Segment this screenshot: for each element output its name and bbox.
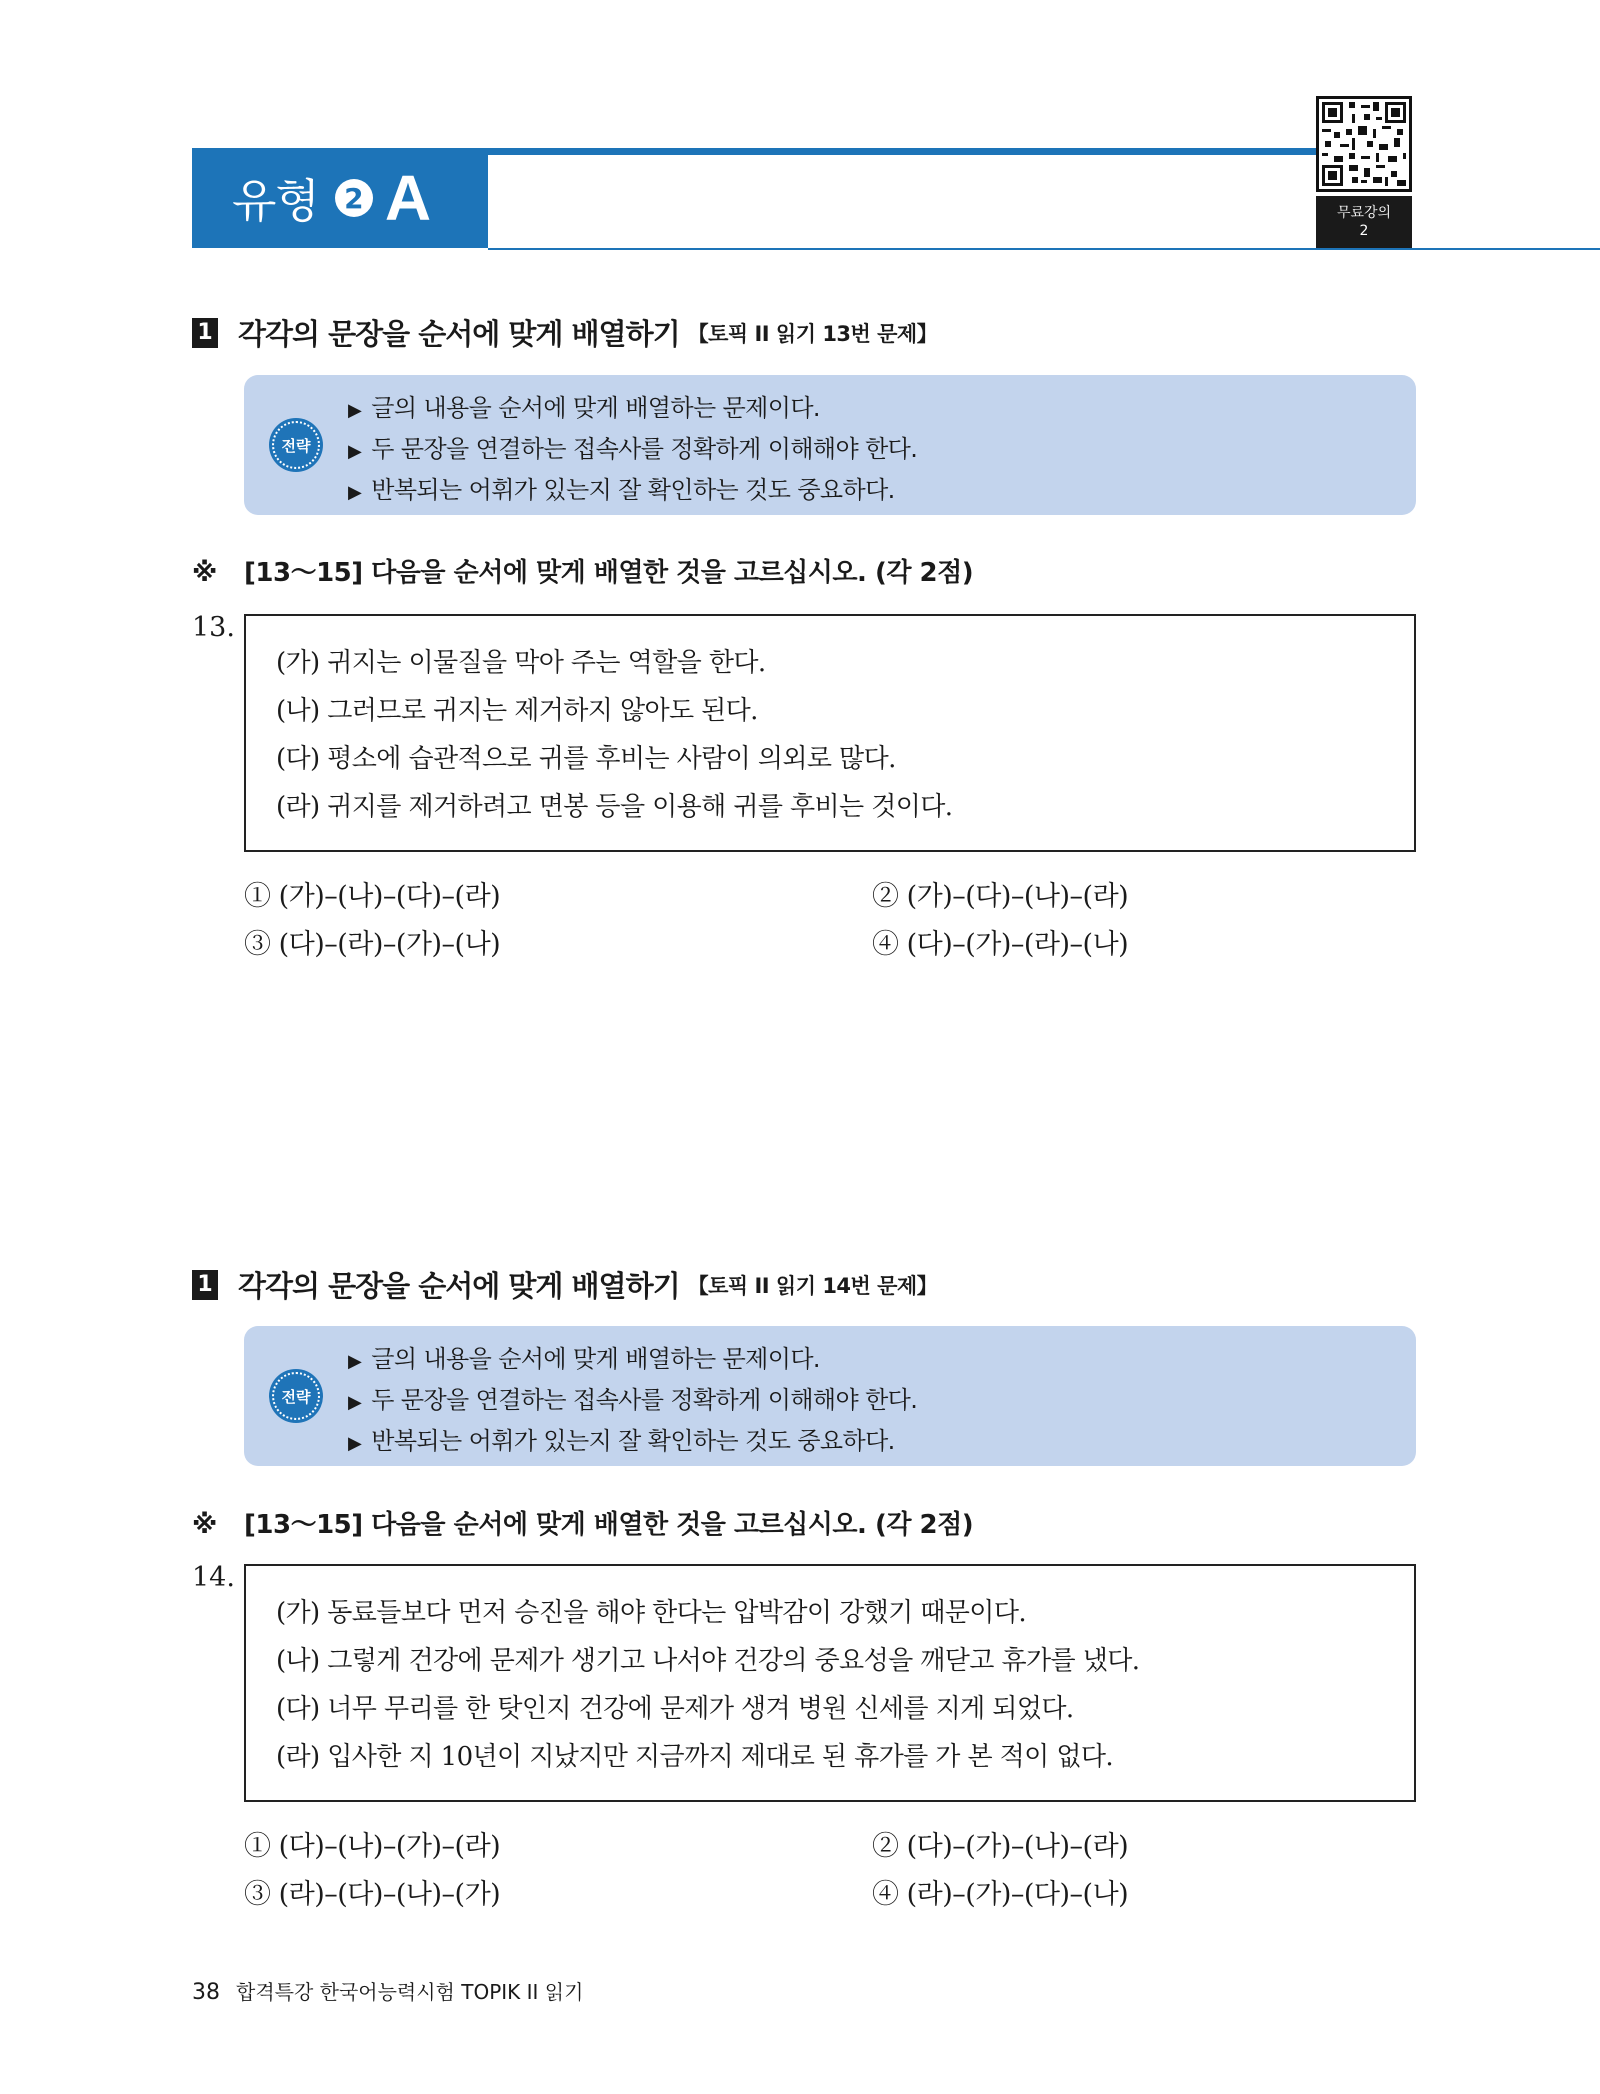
type-number-badge: 2 — [335, 179, 373, 217]
triangle-right-icon: ▶ — [348, 482, 362, 503]
type-letter: A — [384, 162, 432, 234]
sentence: (가) 귀지는 이물질을 막아 주는 역할을 한다. — [276, 648, 766, 678]
type-prefix: 유형 — [232, 175, 319, 227]
sentence: (가) 동료들보다 먼저 승진을 해야 한다는 압박감이 강했기 때문이다. — [276, 1598, 1027, 1628]
section-subtitle: 【토픽 II 읽기 13번 문제】 — [687, 321, 938, 346]
strategy-item — [348, 471, 917, 512]
section-number: 1 — [192, 318, 218, 348]
instruction-text: [13～15] 다음을 순서에 맞게 배열한 것을 고르십시오. (각 2점) — [244, 1510, 974, 1540]
triangle-right-icon: ▶ — [348, 1351, 362, 1372]
page-footer — [192, 1976, 583, 2005]
section-number: 1 — [192, 1270, 218, 1300]
answer-option-1[interactable]: ① (다)–(나)–(가)–(라) — [244, 1831, 501, 1862]
section-heading — [192, 1264, 937, 1305]
type-label — [192, 148, 488, 248]
triangle-right-icon: ▶ — [348, 1433, 362, 1454]
strategy-box — [244, 1326, 1416, 1466]
sentence: (다) 평소에 습관적으로 귀를 후비는 사람이 의외로 많다. — [276, 744, 896, 774]
section-heading — [192, 312, 937, 353]
strategy-item — [348, 1422, 917, 1463]
question-number: 14. — [192, 1562, 235, 1593]
reference-mark: ※ — [192, 1510, 217, 1540]
answer-option-2[interactable]: ② (가)–(다)–(나)–(라) — [872, 881, 1129, 912]
instruction-text: [13～15] 다음을 순서에 맞게 배열한 것을 고르십시오. (각 2점) — [244, 558, 974, 588]
sentence: (나) 그러므로 귀지는 제거하지 않아도 된다. — [276, 696, 758, 726]
question-instruction — [192, 1504, 973, 1541]
strategy-item — [348, 430, 917, 471]
triangle-right-icon: ▶ — [348, 400, 362, 421]
book-title: 합격특강 한국어능력시험 TOPIK II 읽기 — [236, 1980, 584, 2004]
strategy-item — [348, 389, 917, 430]
page-number: 38 — [192, 1980, 220, 2005]
strategy-text: 글의 내용을 순서에 맞게 배열하는 문제이다. — [371, 394, 820, 422]
strategy-text: 반복되는 어휘가 있는지 잘 확인하는 것도 중요하다. — [371, 1427, 895, 1455]
free-lecture-text: 무료강의 — [1336, 205, 1392, 221]
strategy-text: 두 문장을 연결하는 접속사를 정확하게 이해해야 한다. — [371, 1386, 918, 1414]
answer-option-1[interactable]: ① (가)–(나)–(다)–(라) — [244, 881, 501, 912]
sentence: (라) 입사한 지 10년이 지났지만 지금까지 제대로 된 휴가를 가 본 적이 없다. — [276, 1742, 1114, 1772]
triangle-right-icon: ▶ — [348, 441, 362, 462]
qr-code-icon[interactable] — [1316, 96, 1412, 192]
answer-option-3[interactable]: ③ (다)–(라)–(가)–(나) — [244, 929, 501, 960]
strategy-list — [348, 389, 917, 512]
question-box — [244, 614, 1416, 852]
sentence: (나) 그렇게 건강에 문제가 생기고 나서야 건강의 중요성을 깨닫고 휴가를 냈다. — [276, 1646, 1140, 1676]
question-box — [244, 1564, 1416, 1802]
header-bottom-line — [488, 248, 1600, 250]
reference-mark: ※ — [192, 558, 217, 588]
answer-option-2[interactable]: ② (다)–(가)–(나)–(라) — [872, 1831, 1129, 1862]
strategy-text: 글의 내용을 순서에 맞게 배열하는 문제이다. — [371, 1345, 820, 1373]
answer-option-4[interactable]: ④ (다)–(가)–(라)–(나) — [872, 929, 1129, 960]
answer-option-4[interactable]: ④ (라)–(가)–(다)–(나) — [872, 1879, 1129, 1910]
free-lecture-label — [1316, 196, 1412, 248]
sentence: (다) 너무 무리를 한 탓인지 건강에 문제가 생겨 병원 신세를 지게 되었다. — [276, 1694, 1074, 1724]
question-instruction — [192, 552, 973, 589]
strategy-item — [348, 1340, 917, 1381]
free-lecture-number: 2 — [1359, 223, 1369, 239]
sentence: (라) 귀지를 제거하려고 면봉 등을 이용해 귀를 후비는 것이다. — [276, 792, 953, 822]
strategy-item — [348, 1381, 917, 1422]
strategy-box — [244, 375, 1416, 515]
section-title: 각각의 문장을 순서에 맞게 배열하기 — [238, 1269, 680, 1303]
question-number: 13. — [192, 612, 235, 643]
section-subtitle: 【토픽 II 읽기 14번 문제】 — [687, 1273, 938, 1298]
strategy-badge: 전략 — [272, 1372, 320, 1420]
strategy-badge: 전략 — [272, 421, 320, 469]
strategy-list — [348, 1340, 917, 1463]
section-title: 각각의 문장을 순서에 맞게 배열하기 — [238, 317, 680, 351]
triangle-right-icon: ▶ — [348, 1392, 362, 1413]
strategy-text: 두 문장을 연결하는 접속사를 정확하게 이해해야 한다. — [371, 435, 918, 463]
strategy-text: 반복되는 어휘가 있는지 잘 확인하는 것도 중요하다. — [371, 476, 895, 504]
answer-option-3[interactable]: ③ (라)–(다)–(나)–(가) — [244, 1879, 501, 1910]
